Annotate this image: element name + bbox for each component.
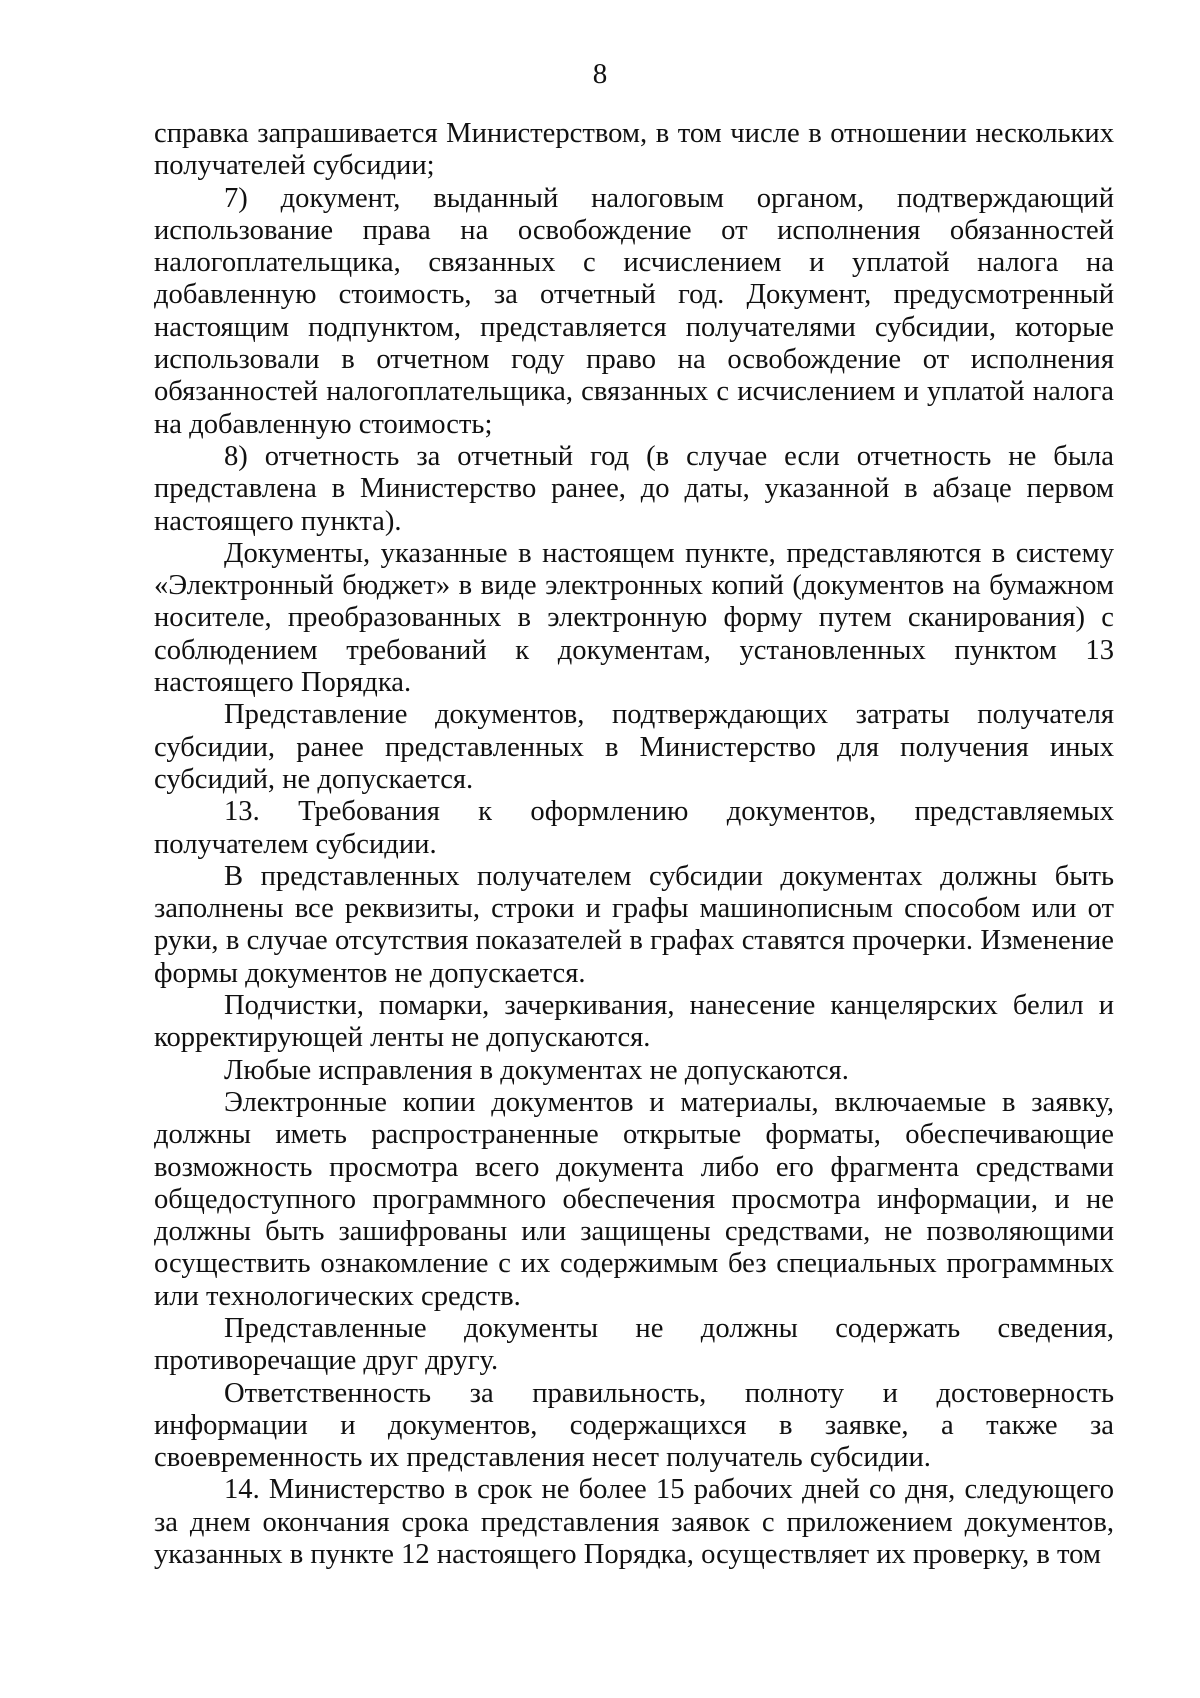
paragraph-no-erasures: Подчистки, помарки, зачеркивания, нанесение канцелярских белил и корректирующей ленты не допускаются. [154, 990, 1114, 1054]
paragraph-section-13-heading: 13. Требования к оформлению документов, представляемых получателем субсидии. [154, 796, 1114, 860]
paragraph-no-contradictions: Представленные документы не должны содержать сведения, противоречащие друг другу. [154, 1312, 1114, 1377]
document-body [154, 118, 1114, 1571]
paragraph-electronic-copies: Электронные копии документов и материалы, включаемые в заявку, должны иметь распространенные открытые форматы, обеспечивающие возможность просмотра всего документа либо его фрагмента средствами общедоступного программного обеспечения просмотра информации, и не должны быть зашифрованы или защищены средствами, не позволяющими осуществить ознакомление с их содержимым без специальных программных или технологических средств. [154, 1086, 1114, 1312]
paragraph-documents-submission: Документы, указанные в настоящем пункте, представляются в систему «Электронный бюджет» в виде электронных копий (документов на бумажном носителе, преобразованных в электронную форму путем сканирования) с соблюдением требований к документам, установленных пунктом 13 настоящего Порядка. [154, 537, 1114, 699]
paragraph-no-duplicate-costs: Представление документов, подтверждающих затраты получателя субсидии, ранее представленных в Министерство для получения иных субсидий, не допускается. [154, 699, 1114, 795]
paragraph-responsibility: Ответственность за правильность, полноту и достоверность информации и документов, содержащихся в заявке, а также за своевременность их представления несет получатель субсидии. [154, 1377, 1114, 1474]
page-number: 8 [592, 58, 608, 90]
paragraph-item-8: 8) отчетность за отчетный год (в случае если отчетность не была представлена в Министерство ранее, до даты, указанной в абзаце первом настоящего пункта). [154, 440, 1114, 537]
paragraph-item-7: 7) документ, выданный налоговым органом, подтверждающий использование права на освобождение от исполнения обязанностей налогоплательщика, связанных с исчислением и уплатой налога на добавленную стоимость, за отчетный год. Документ, предусмотренный настоящим подпунктом, представляется получателями субсидии, которые использовали в отчетном году право на освобождение от исполнения обязанностей налогоплательщика, связанных с исчислением и уплатой налога на добавленную стоимость; [154, 182, 1114, 440]
paragraph-no-corrections: Любые исправления в документах не допускаются. [224, 1054, 849, 1086]
paragraph-requisites: В представленных получателем субсидии документах должны быть заполнены все реквизиты, строки и графы машинописным способом или от руки, в случае отсутствия показателей в графах ставятся прочерки. Изменение формы документов не допускается. [154, 860, 1114, 989]
paragraph-section-14: 14. Министерство в срок не более 15 рабочих дней со дня, следующего за днем окончания срока представления заявок с приложением документов, указанных в пункте 12 настоящего Порядка, осуществляет их проверку, в том [154, 1474, 1114, 1571]
paragraph-continuation: справка запрашивается Министерством, в том числе в отношении нескольких получателей субсидии; [154, 118, 1114, 182]
